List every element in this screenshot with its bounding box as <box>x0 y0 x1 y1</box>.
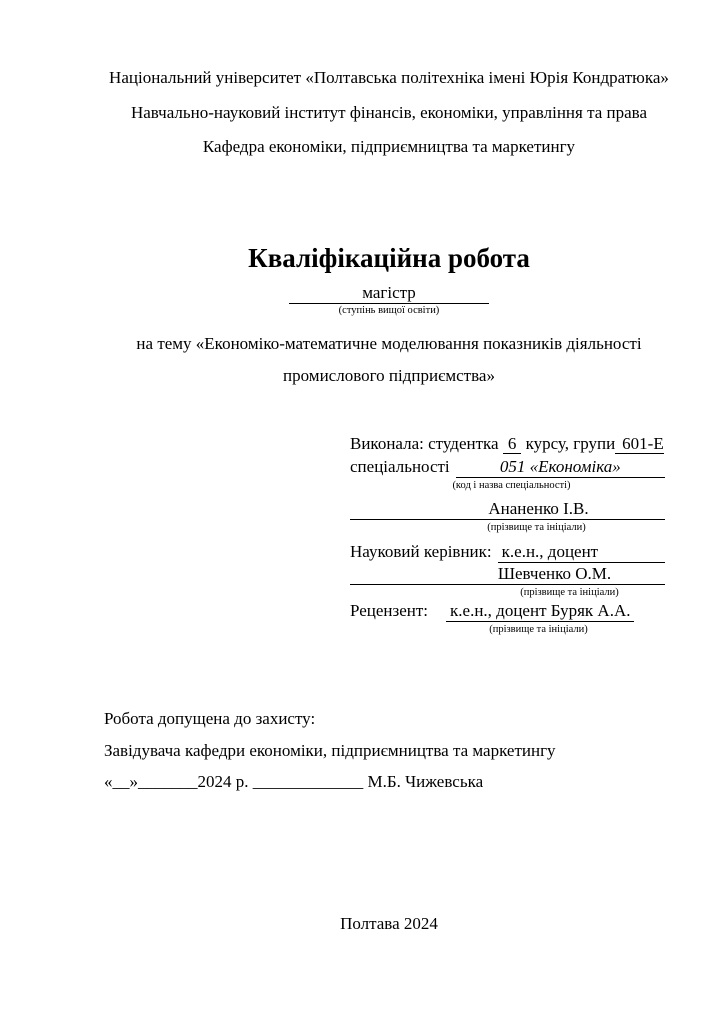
specialty-label: спеціальності <box>350 457 450 476</box>
reviewer-value: к.е.н., доцент Буряк А.А. <box>446 601 634 622</box>
supervisor-line <box>350 542 665 563</box>
institute-name: Навчально-науковий інститут фінансів, економіки, управління та права <box>130 103 648 122</box>
performer-course: 6 <box>503 434 522 454</box>
approval-date-signature-line: «__»_______2024 р. _____________ М.Б. Чижевська <box>104 772 484 791</box>
specialty-caption: (код і назва спеціальності) <box>452 480 571 491</box>
degree-value: магістр <box>289 283 489 304</box>
approval-line-1: Робота допущена до захисту: <box>104 709 316 728</box>
degree-caption: (ступінь вищої освіти) <box>338 305 440 316</box>
reviewer-label: Рецензент: <box>350 601 429 620</box>
work-title: Кваліфікаційна робота <box>248 243 530 273</box>
approval-line-2: Завідувача кафедри економіки, підприємництва та маркетингу <box>104 741 556 760</box>
performer-line <box>350 434 665 454</box>
performer-group: 601-Е <box>615 434 664 454</box>
student-name-caption: (прізвище та ініціали) <box>487 522 586 533</box>
supervisor-label: Науковий керівник: <box>350 542 492 561</box>
department-name: Кафедра економіки, підприємництва та маркетингу <box>202 137 576 156</box>
supervisor-name-line: Шевченко О.М. <box>350 564 665 585</box>
topic-line-2: промислового підприємства» <box>283 366 495 385</box>
degree-line <box>105 283 673 304</box>
reviewer-line <box>350 601 665 622</box>
specialty-value: 051 «Економіка» <box>456 457 665 478</box>
specialty-line <box>350 457 665 478</box>
reviewer-caption: (прізвище та ініціали) <box>489 624 588 635</box>
university-name: Національний університет «Полтавська політехніка імені Юрія Кондратюка» <box>109 68 669 87</box>
supervisor-name-caption: (прізвище та ініціали) <box>520 587 619 598</box>
student-name-line: Ананенко І.В. <box>350 499 665 520</box>
performer-middle: курсу, групи <box>525 434 616 453</box>
supervisor-degree: к.е.н., доцент <box>498 542 665 563</box>
topic-line-1: на тему «Економіко-математичне моделювання показників діяльності <box>136 334 642 353</box>
city-year: Полтава 2024 <box>340 914 438 933</box>
performer-prefix: Виконала: студентка <box>350 434 499 453</box>
